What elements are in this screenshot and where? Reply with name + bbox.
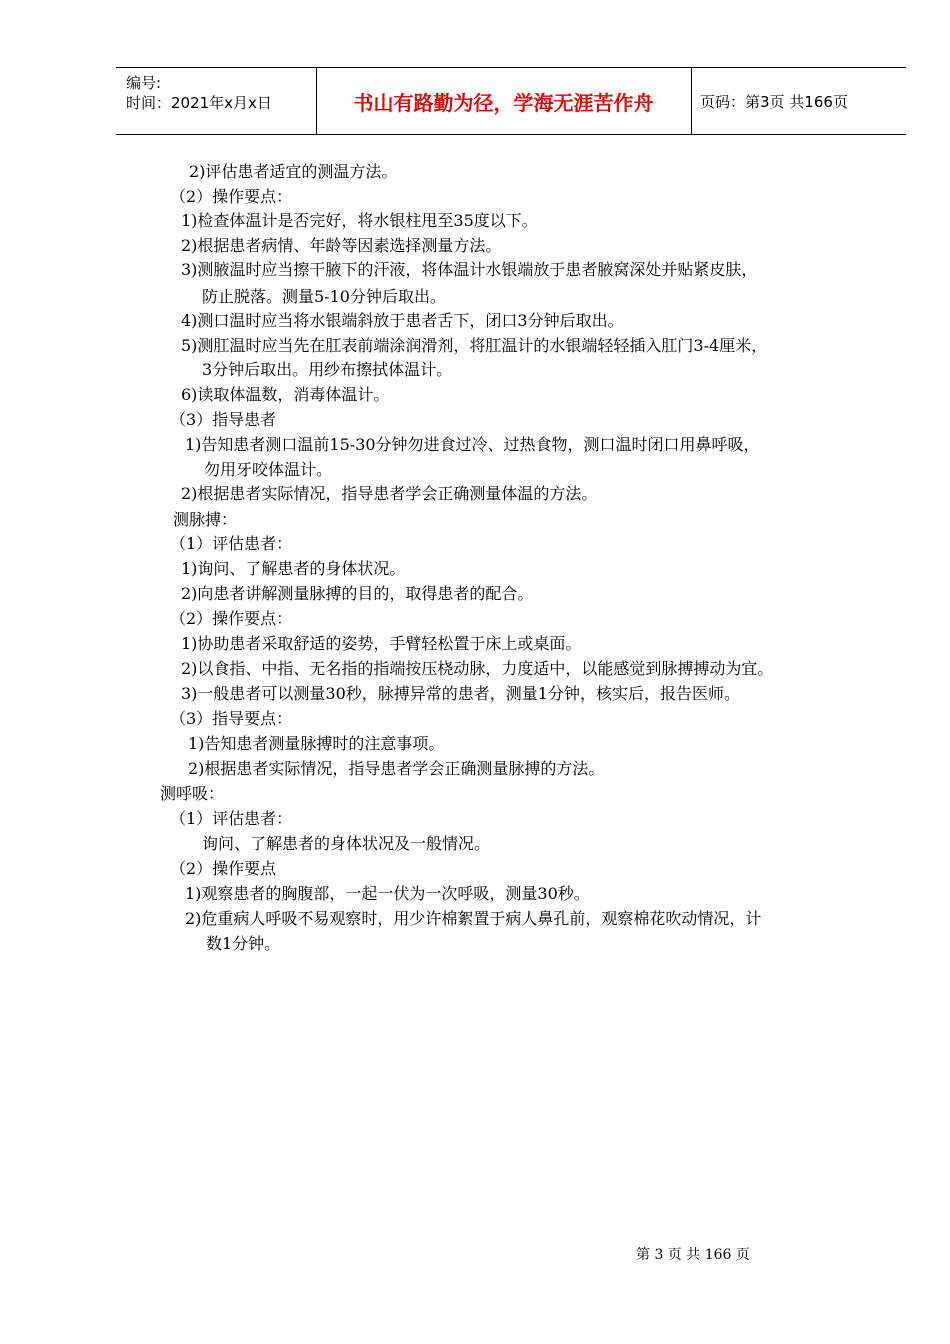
text-line: 2)根据患者实际情况，指导患者学会正确测量脉搏的方法。 [188,759,605,778]
section-heading: （3）指导患者 [170,410,277,429]
section-heading: （2）操作要点： [170,609,293,628]
text-line: 1)协助患者采取舒适的姿势，手臂轻松置于床上或桌面。 [181,634,582,653]
text-line: 1)询问、了解患者的身体状况。 [181,559,406,578]
header-page-info: 页码：第3页 共166页 [700,92,848,111]
text-line: 2)根据患者实际情况，指导患者学会正确测量体温的方法。 [181,484,598,503]
section-heading: （2）操作要点 [170,859,277,878]
text-line: 1)告知患者测口温前15-30分钟勿进食过冷、过热食物，测口温时闭口用鼻呼吸， [185,435,760,454]
section-title: 测脉搏： [173,510,238,529]
text-line: 2)根据患者病情、年龄等因素选择测量方法。 [181,236,502,255]
text-line: 3分钟后取出。用纱布擦拭体温计。 [202,360,453,379]
text-line: 2)评估患者适宜的测温方法。 [189,162,398,181]
text-line: 数1分钟。 [206,934,281,953]
text-line: 防止脱落。测量5-10分钟后取出。 [202,287,446,306]
text-line: 1)观察患者的胸腹部，一起一伏为一次呼吸，测量30秒。 [185,884,590,903]
document-header [116,67,906,135]
page-footer: 第 3 页 共 166 页 [636,1247,750,1263]
time-label: 时间：2021年x月x日 [126,94,272,112]
text-line: 3)测腋温时应当擦干腋下的汗液，将体温计水银端放于患者腋窝深处并贴紧皮肤， [181,260,758,279]
section-heading: （1）评估患者： [170,534,293,553]
section-heading: （2）操作要点： [170,187,293,206]
text-line: 勿用牙咬体温计。 [204,460,333,479]
text-line: 6)读取体温数，消毒体温计。 [181,385,390,404]
text-line: 5)测肛温时应当先在肛表前端涂润滑剂，将肛温计的水银端轻轻插入肛门3-4厘米， [181,336,768,355]
text-line: 3)一般患者可以测量30秒，脉搏异常的患者，测量1分钟，核实后，报告医师。 [181,684,740,703]
text-line: 询问、了解患者的身体状况及一般情况。 [202,834,491,853]
text-line: 2)向患者讲解测量脉搏的目的，取得患者的配合。 [181,584,534,603]
section-heading: （3）指导要点： [170,709,293,728]
text-line: 1)告知患者测量脉搏时的注意事项。 [188,734,445,753]
text-line: 1)检查体温计是否完好，将水银柱甩至35度以下。 [181,211,538,230]
text-line: 2)以食指、中指、无名指的指端按压桡动脉，力度适中，以能感觉到脉搏搏动为宜。 [181,659,774,678]
section-heading: （1）评估患者： [170,809,293,828]
section-title: 测呼吸： [160,784,225,803]
text-line: 2)危重病人呼吸不易观察时，用少许棉絮置于病人鼻孔前，观察棉花吹动情况，计 [185,909,762,928]
number-label: 编号: [126,74,162,92]
header-meta [116,68,316,134]
text-line: 4)测口温时应当将水银端斜放于患者舌下，闭口3分钟后取出。 [181,311,624,330]
header-motto: 书山有路勤为径，学海无涯苦作舟 [353,90,654,115]
